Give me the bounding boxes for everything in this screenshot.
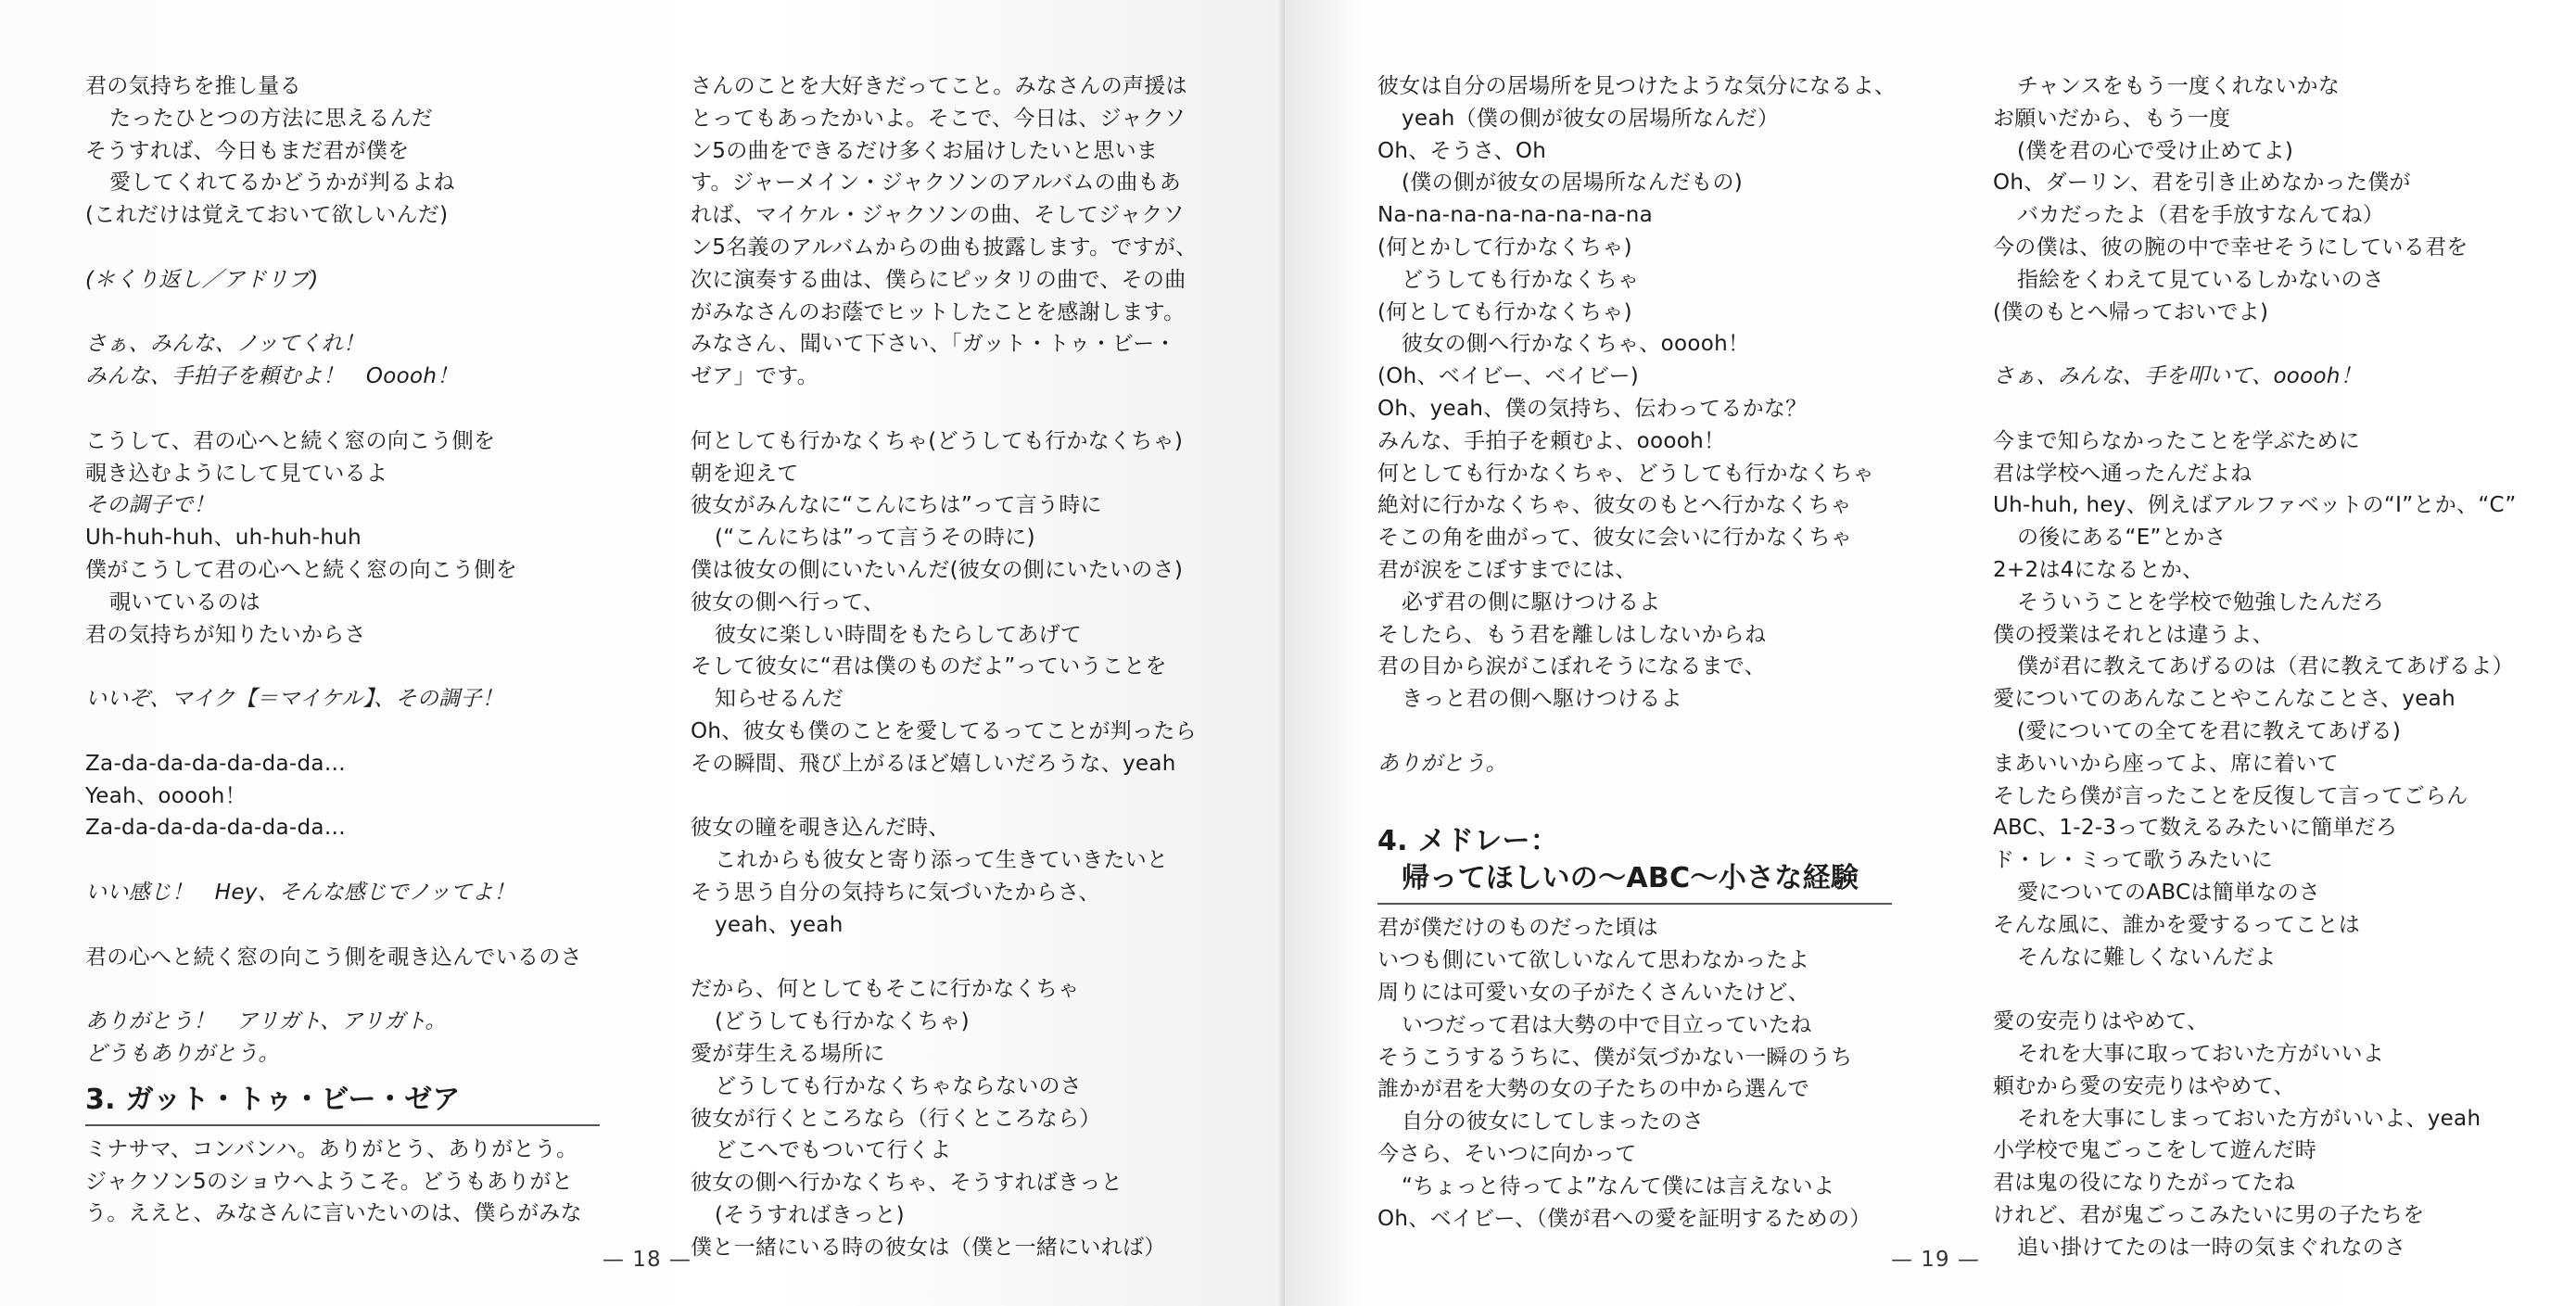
lyric-line: 君の目から涙がこぼれそうになるまで、 <box>1377 654 1766 679</box>
lyric-line: Oh、ダーリン、君を引き止めなかった僕が <box>1993 171 2411 196</box>
lyric-line: ン5名義のアルバムからの曲も披露します。ですが、 <box>691 235 1198 260</box>
blank-line <box>85 297 641 329</box>
page-number: — 18 — <box>603 1248 692 1272</box>
lyric-line: 必ず君の側に駆けつけるよ <box>1402 590 1661 615</box>
lyric-line: 2+2は4になるとか、 <box>1993 557 2204 582</box>
lyric-line: いいぞ、マイク【＝マイケル】、その調子！ <box>85 687 504 712</box>
right-page-column-1 <box>1377 70 1897 1235</box>
lyric-line: Oh、yeah、僕の気持ち、伝わってるかな？ <box>1377 396 1808 421</box>
blank-line <box>85 909 641 942</box>
lyric-line: 今さら、そいつに向かって <box>1377 1141 1637 1166</box>
left-page-column-1 <box>85 70 641 1230</box>
lyric-line: たったひとつの方法に思えるんだ <box>109 106 434 131</box>
lyric-line: どこへでもついて行くよ <box>715 1138 952 1163</box>
lyric-line: いい感じ！ Hey、そんな感じでノッてよ！ <box>85 880 515 905</box>
song-heading-4 <box>1377 823 1892 905</box>
lyric-line: ゼア」です。 <box>691 364 818 389</box>
lyric-line: バカだったよ（君を手放すなんてね） <box>2017 203 2385 228</box>
lyric-line: (そうすればきっと) <box>715 1202 905 1227</box>
lyric-line: その調子で！ <box>85 493 215 518</box>
lyric-line: 頼むから愛の安売りはやめて、 <box>1993 1073 2295 1098</box>
lyric-line: 君が涙をこぼすまでには、 <box>1377 557 1637 582</box>
blank-line <box>85 973 641 1006</box>
lyric-line: 君の気持ちを推し量る <box>85 74 301 98</box>
lyric-line: どうもありがとう。 <box>85 1041 280 1066</box>
lyric-line: 愛についてのあんなことやこんなことさ、yeah <box>1993 687 2455 712</box>
lyric-line: “ちょっと待ってよ”なんて僕には言えないよ <box>1402 1173 1835 1198</box>
lyric-line: (＊くり返し／アドリブ) <box>85 267 319 292</box>
lyric-line: Yeah、ooooh！ <box>85 783 247 808</box>
left-page <box>0 0 1285 1306</box>
lyric-line: それを大事に取っておいた方がいいよ <box>2017 1041 2385 1066</box>
lyric-line: 僕がこうして君の心へと続く窓の向こう側を <box>85 557 517 582</box>
lyric-line: 自分の彼女にしてしまったのさ <box>1402 1109 1705 1135</box>
lyric-line: けれど、君が鬼ごっこみたいに男の子たちを <box>1993 1202 2425 1227</box>
lyric-line: (何としても行かなくちゃ) <box>1377 299 1632 324</box>
lyric-line: そして彼女に“君は僕のものだよ”っていうことを <box>691 654 1167 679</box>
lyric-line: 君の心へと続く窓の向こう側を覗き込んでいるのさ <box>85 945 582 970</box>
song-heading-3 <box>85 1082 600 1126</box>
lyric-line: さぁ、みんな、手を叩いて、ooooh！ <box>1993 364 2363 389</box>
lyrics-block <box>85 70 641 1071</box>
lyric-line: 僕の授業はそれとは違うよ、 <box>1993 622 2274 647</box>
lyric-line: 彼女に楽しい時間をもたらしてあげて <box>715 622 1083 647</box>
lyric-line: そしたら、もう君を離しはしないからね <box>1377 622 1767 647</box>
lyric-line: こうして、君の心へと続く窓の向こう側を <box>85 428 496 453</box>
blank-line <box>85 393 641 425</box>
lyrics-block <box>85 1134 641 1230</box>
lyric-line: (僕のもとへ帰っておいでよ) <box>1993 299 2269 324</box>
lyric-line: どうしても行かなくちゃならないのさ <box>715 1073 1083 1098</box>
blank-line <box>1993 393 2512 425</box>
lyric-line: ジャクソン5のショウへようこそ。どうもありがと <box>85 1169 574 1194</box>
lyric-line: そう思う自分の気持ちに気づいたからさ、 <box>691 880 1100 905</box>
lyric-line: だから、何としてもそこに行かなくちゃ <box>691 977 1080 1002</box>
lyric-line: 彼女がみんなに“こんにちは”って言う時に <box>691 493 1102 518</box>
lyric-line: 彼女の側へ行って、 <box>691 590 885 615</box>
lyrics-block <box>1377 70 1897 812</box>
song-title-line-1: 4. メドレー： <box>1377 825 1559 858</box>
lyric-line: 誰かが君を大勢の女の子たちの中から選んで <box>1377 1077 1809 1102</box>
lyric-line: そんな風に、誰かを愛するってことは <box>1993 912 2361 937</box>
lyric-line: 今まで知らなかったことを学ぶために <box>1993 428 2361 453</box>
lyric-line: (何とかして行かなくちゃ) <box>1377 235 1632 260</box>
lyric-line: そこの角を曲がって、彼女に会いに行かなくちゃ <box>1377 526 1853 551</box>
lyric-line: Za-da-da-da-da-da-da… <box>85 751 347 776</box>
lyric-line: う。ええと、みなさんに言いたいのは、僕らがみな <box>85 1201 582 1226</box>
lyric-line: ありがとう！ アリガト、アリガト。 <box>85 1009 447 1034</box>
lyric-line: きっと君の側へ駆けつけるよ <box>1402 687 1682 712</box>
lyric-line: 彼女は自分の居場所を見つけたような気分になるよ、 <box>1377 74 1897 98</box>
lyric-line: そしたら僕が言ったことを反復して言ってごらん <box>1993 783 2468 808</box>
lyric-line: 絶対に行かなくちゃ、彼女のもとへ行かなくちゃ <box>1377 493 1852 518</box>
blank-line <box>691 780 1210 813</box>
blank-line <box>1377 716 1897 748</box>
lyric-line: Uh-huh-huh、uh-huh-huh <box>85 526 362 551</box>
lyric-line: 君は鬼の役になりたがってたね <box>1993 1171 2296 1196</box>
lyric-line: 知らせるんだ <box>715 687 844 712</box>
lyric-line: そうすれば、今日もまだ君が僕を <box>85 138 410 163</box>
lyric-line: そうこうするうちに、僕が気づかない一瞬のうち <box>1377 1045 1853 1070</box>
lyric-line: (これだけは覚えておいて欲しいんだ) <box>85 203 449 228</box>
song-title-line-2: 帰ってほしいの〜ABC〜小さな経験 <box>1402 862 1859 895</box>
lyric-line: Uh-huh, hey、例えばアルファベットの“I”とか、“C” <box>1993 493 2517 518</box>
lyric-line: (愛についての全てを君に教えてあげる) <box>2017 718 2402 743</box>
lyric-line: 朝を迎えて <box>691 461 799 486</box>
lyric-line: 愛が芽生える場所に <box>691 1041 885 1066</box>
lyric-line: 君は学校へ通ったんだよね <box>1993 461 2252 486</box>
lyric-line: yeah、yeah <box>715 912 844 937</box>
lyric-line: の後にある“E”とかさ <box>2017 526 2227 551</box>
lyric-line: 覗き込むようにして見ているよ <box>85 461 388 486</box>
lyric-line: みんな、手拍子を頼むよ！ Ooooh！ <box>85 364 459 389</box>
lyric-line: 今の僕は、彼の腕の中で幸せそうにしている君を <box>1993 235 2468 260</box>
lyric-line: 僕と一緒にいる時の彼女は（僕と一緒にいれば） <box>691 1235 1166 1260</box>
lyric-line: とってもあったかいよ。そこで、今日は、ジャクソ <box>691 106 1186 131</box>
blank-line <box>85 232 641 264</box>
lyric-line: 君が僕だけのものだった頃は <box>1377 916 1658 941</box>
blank-line <box>1993 328 2512 361</box>
lyric-line: (Oh、ベイビー、ベイビー) <box>1377 364 1640 389</box>
lyric-line: 追い掛けてたのは一時の気まぐれなのさ <box>2017 1235 2406 1260</box>
lyric-line: ミナサマ、コンバンハ。ありがとう、ありがとう。 <box>85 1136 578 1161</box>
lyric-line: がみなさんのお蔭でヒットしたことを感謝します。 <box>691 299 1186 324</box>
lyric-line: さんのことを大好きだってこと。みなさんの声援は <box>691 74 1187 98</box>
lyric-line: 愛の安売りはやめて、 <box>1993 1009 2209 1034</box>
lyric-line: いつも側にいて欲しいなんて思わなかったよ <box>1377 948 1809 973</box>
lyric-line: その瞬間、飛び上がるほど嬉しいだろうな、yeah <box>691 751 1176 776</box>
page-number: — 19 — <box>1891 1248 1980 1272</box>
lyric-line: チャンスをもう一度くれないかな <box>2017 74 2341 98</box>
lyric-line: れば、マイケル・ジャクソンの曲、そしてジャクソ <box>691 203 1185 228</box>
lyric-line: 僕は彼女の側にいたいんだ(彼女の側にいたいのさ) <box>691 557 1184 582</box>
lyric-line: 彼女が行くところなら（行くところなら） <box>691 1106 1101 1131</box>
right-page-column-2 <box>1993 70 2517 1263</box>
lyric-line: (僕を君の心で受け止めてよ) <box>2017 138 2294 163</box>
lyric-line: そういうことを学校で勉強したんだろ <box>2017 590 2385 615</box>
lyric-line: (どうしても行かなくちゃ) <box>715 1009 970 1034</box>
lyric-line: (“こんにちは”って言うその時に) <box>715 526 1035 551</box>
lyric-line: ド・レ・ミって歌うみたいに <box>1993 848 2273 873</box>
lyric-line: ン5の曲をできるだけ多くお届けしたいと思いま <box>691 138 1159 163</box>
lyric-line: みんな、手拍子を頼むよ、ooooh！ <box>1377 428 1726 453</box>
blank-line <box>691 942 1210 974</box>
lyric-line: 何としても行かなくちゃ(どうしても行かなくちゃ) <box>691 428 1184 453</box>
lyric-line: す。ジャーメイン・ジャクソンのアルバムの曲もあ <box>691 171 1181 196</box>
lyric-line: 覗いているのは <box>109 590 261 615</box>
lyric-line: 次に演奏する曲は、僕らにピッタリの曲で、その曲 <box>691 267 1186 292</box>
lyric-line: ABC、1-2-3って数えるみたいに簡単だろ <box>1993 816 2398 841</box>
blank-line <box>1377 780 1897 813</box>
lyric-line: Na-na-na-na-na-na-na-na <box>1377 203 1653 228</box>
lyric-line: みなさん、聞いて下さい、「ガット・トゥ・ビー・ <box>691 332 1176 357</box>
lyric-line: ありがとう。 <box>1377 751 1507 776</box>
lyric-line: そんなに難しくないんだよ <box>2017 945 2277 970</box>
right-page <box>1285 0 2576 1306</box>
lyric-line: 君の気持ちが知りたいからさ <box>85 622 366 647</box>
lyric-line: お願いだから、もう一度 <box>1993 106 2231 131</box>
lyric-line: 指絵をくわえて見ているしかないのさ <box>2017 267 2385 292</box>
lyric-line: Oh、彼女も僕のことを愛してるってことが判ったら <box>691 718 1197 743</box>
lyric-line: 愛についてのABCは簡単なのさ <box>2017 880 2321 905</box>
lyric-line: 何としても行かなくちゃ、どうしても行かなくちゃ <box>1377 461 1874 486</box>
blank-line <box>85 716 641 748</box>
blank-line <box>85 651 641 683</box>
blank-line <box>691 393 1210 425</box>
lyric-line: 僕が君に教えてあげるのは（君に教えてあげるよ） <box>2017 654 2514 679</box>
lyric-line: いつだって君は大勢の中で目立っていたね <box>1402 1012 1812 1037</box>
lyric-line: 小学校で鬼ごっこをして遊んだ時 <box>1993 1138 2317 1163</box>
lyric-line: これからも彼女と寄り添って生きていきたいと <box>715 848 1169 873</box>
lyric-line: さぁ、みんな、ノッてくれ！ <box>85 332 365 357</box>
lyric-line: Oh、ベイビー、（僕が君への愛を証明するための） <box>1377 1206 1872 1231</box>
lyric-line: 彼女の瞳を覗き込んだ時、 <box>691 816 950 841</box>
lyric-line: 彼女の側へ行かなくちゃ、ooooh！ <box>1402 332 1750 357</box>
lyrics-block <box>1377 912 1897 1235</box>
blank-line <box>85 844 641 877</box>
lyric-line: どうしても行かなくちゃ <box>1402 267 1640 292</box>
lyric-line: Oh、そうさ、Oh <box>1377 138 1547 163</box>
lyric-line: 周りには可愛い女の子がたくさんいたけど、 <box>1377 980 1809 1005</box>
left-page-column-2 <box>691 70 1210 1263</box>
song-title: 3. ガット・トゥ・ビー・ゼア <box>85 1083 461 1116</box>
lyric-line: Za-da-da-da-da-da-da… <box>85 816 347 841</box>
lyric-line: (僕の側が彼女の居場所なんだもの) <box>1402 171 1744 196</box>
lyric-line: まあいいから座ってよ、席に着いて <box>1993 751 2339 776</box>
lyric-line: 愛してくれてるかどうかが判るよね <box>109 171 455 196</box>
lyrics-block <box>691 70 1210 1263</box>
lyric-line: 彼女の側へ行かなくちゃ、そうすればきっと <box>691 1171 1123 1196</box>
blank-line <box>1993 973 2512 1006</box>
lyric-line: yeah（僕の側が彼女の居場所なんだ） <box>1402 106 1780 131</box>
lyric-line: それを大事にしまっておいた方がいいよ、yeah <box>2017 1106 2481 1131</box>
lyrics-block <box>1993 70 2517 1263</box>
